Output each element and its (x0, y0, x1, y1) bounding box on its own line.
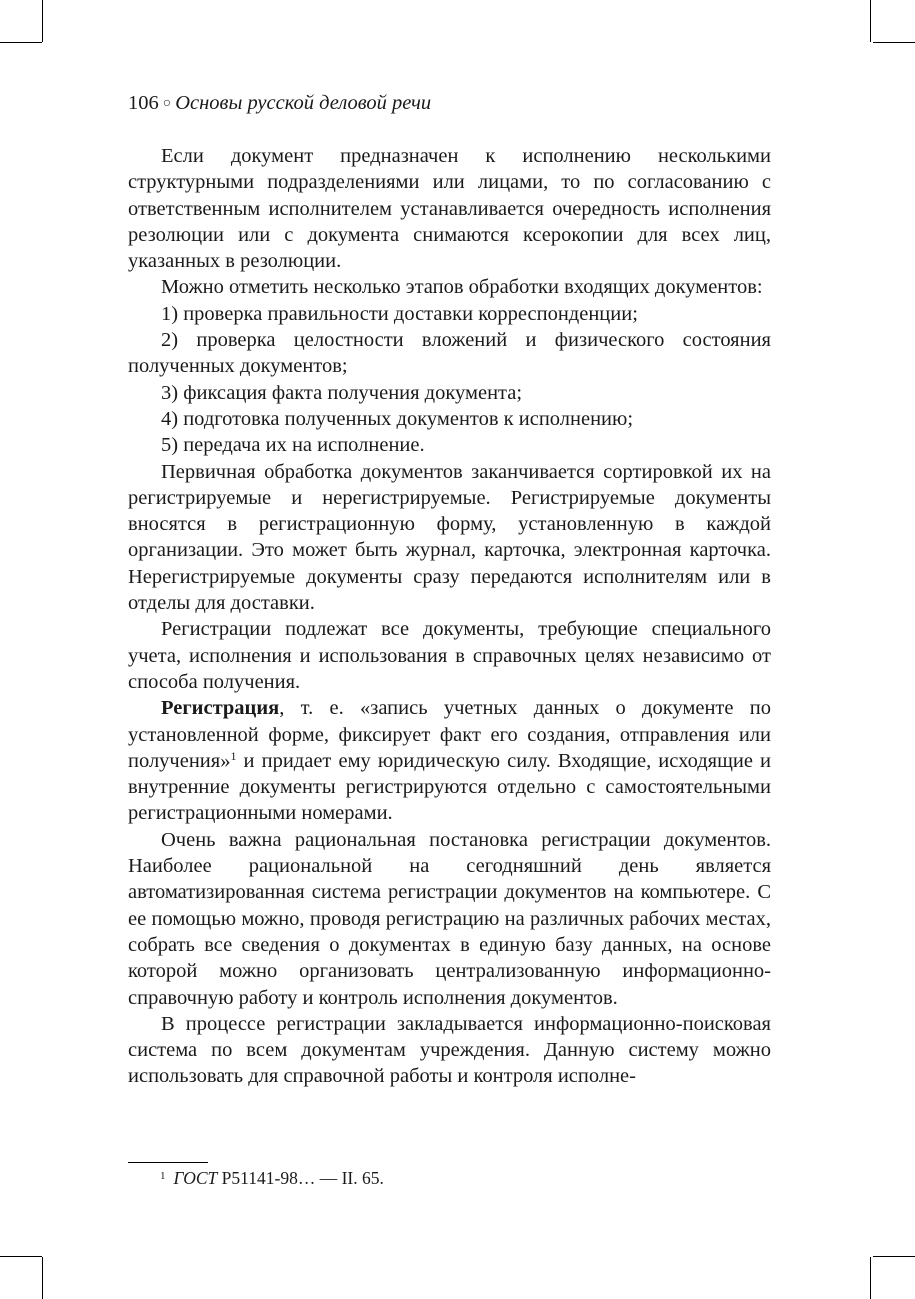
list-item: 4) подготовка полученных документов к исполнению; (161, 407, 634, 430)
registration-paragraph (128, 695, 771, 826)
paragraph: Регистрации подлежат все документы, требующие специального учета, исполнения и использования в справочных целях независимо от способа получения. (128, 618, 771, 693)
list-item: 2) проверка целостности вложений и физического состояния полученных документов; (128, 329, 771, 378)
book-title: Основы русской деловой речи (175, 92, 432, 114)
list-item: 1) проверка правильности доставки корреспонденции; (161, 302, 638, 325)
crop-mark (870, 0, 871, 42)
crop-mark (42, 1257, 43, 1299)
paragraph: В процессе регистрации закладывается информационно-поисковая система по всем документам учреждения. Данную систему можно использовать для справочной работы и контроля исполне- (128, 1012, 771, 1088)
footnote-text: Р51141-98… — II. 65. (217, 1168, 384, 1188)
crop-mark (873, 1256, 915, 1257)
footnote (160, 1166, 384, 1190)
footnote-rule (128, 1162, 208, 1163)
paragraph: Первичная обработка документов заканчивается сортировкой их на регистрируемые и нерегистрируемые. Регистрируемые документы вносятся в регистрационную форму, установленную в каждой организации. Это может быть журнал, карточка, электронная карточка. Нерегистрируемые документы сразу передаются исполнителям или в отделы для доставки. (128, 460, 771, 615)
footnote-mark: 1 (160, 1170, 166, 1182)
paragraph: Можно отметить несколько этапов обработки входящих документов: (161, 276, 763, 299)
list-item: 3) фиксация факта получения документа; (161, 381, 523, 404)
paragraph: Если документ предназначен к исполнению несколькими структурными подразделениями или лицами, то по согласованию с ответственным исполнителем устанавливается очередность исполнения резолюции или с документа снимаются ксерокопии для всех лиц, указанных в резолюции. (128, 145, 771, 273)
crop-mark (870, 1257, 871, 1299)
crop-mark (0, 42, 42, 43)
crop-mark (873, 42, 915, 43)
page-number: 106 (128, 92, 159, 114)
running-header (128, 90, 431, 117)
footnote-reference[interactable]: 1 (230, 748, 237, 763)
term-registration: Регистрация (161, 697, 280, 720)
list-item: 5) передача их на исполнение. (161, 434, 425, 457)
definition-text: , т. е. «запись учетных данных о документе по установленной форме, фиксирует факт его создания, отправления или получения» (128, 697, 771, 772)
body-text (128, 143, 771, 1090)
header-separator: ○ (162, 96, 172, 111)
paragraph: Очень важна рациональная постановка регистрации документов. Наиболее рациональной на сегодняшний день является автоматизированная система регистрации документов на компьютере. С ее помощью можно, проводя регистрацию на различных рабочих местах, собрать все сведения о документах в единую базу данных, на основе которой можно организовать централизованную информационно-справочную работу и контроль исполнения документов. (128, 828, 771, 1009)
paragraph-continuation: и придает ему юридическую силу. Входящие, исходящие и внутренние документы регистрируются отдельно с самостоятельными регистрационными номерами. (128, 749, 771, 825)
footnote-source: ГОСТ (173, 1168, 218, 1188)
crop-mark (0, 1256, 42, 1257)
crop-mark (42, 0, 43, 42)
